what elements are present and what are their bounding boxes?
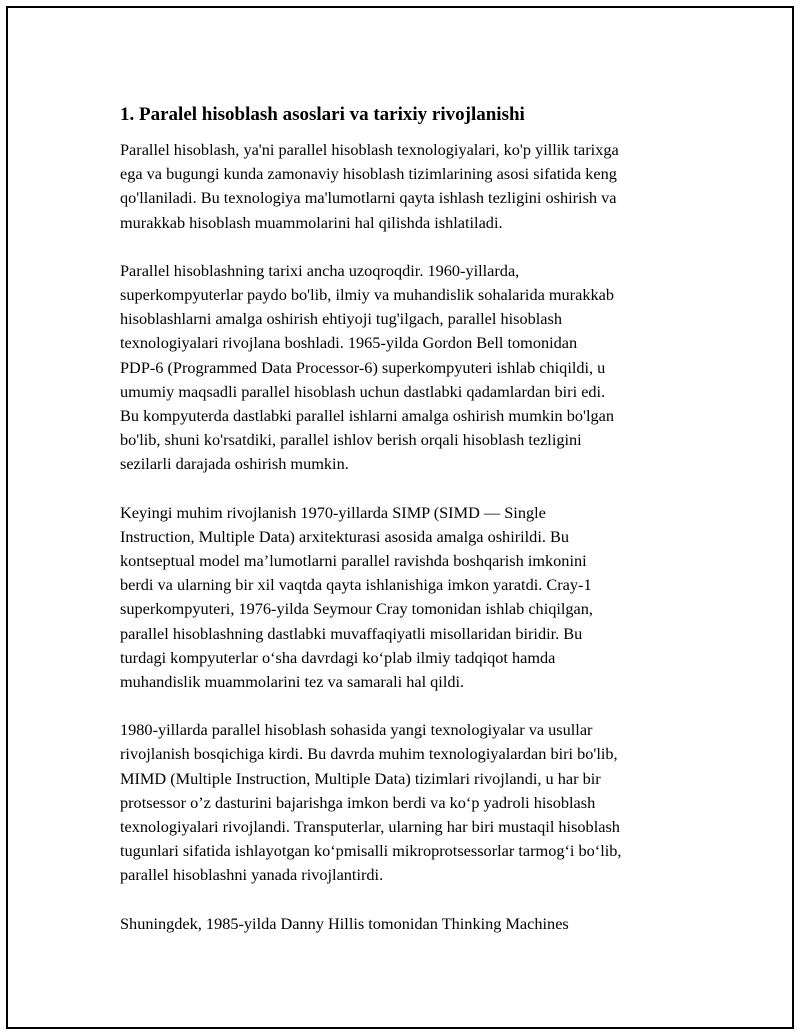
paragraph-5: Shuningdek, 1985-yilda Danny Hillis tomonidan Thinking Machines xyxy=(120,913,569,933)
paragraph-2: Parallel hisoblashning tarixi ancha uzoqroqdir. 1960-yillarda, superkompyuterlar paydo bo'lib, ilmiy va muhandislik sohalarida murakkab hisoblashlarni amalga oshirish ehtiyoji tug'ilgach, parallel hisoblash texnologiyalari rivojlana boshladi. 1965-yilda Gordon Bell tomonidan PDP-6 (Programmed Data Processor-6) superkompyuteri ishlab chiqildi, u umumiy maqsadli parallel hisoblash uchun dastlabki qadamlardan biri edi. Bu kompyuterda dastlabki parallel ishlarni amalga oshirish mumkin bo'lgan bo'lib, shuni ko'rsatdiki, parallel ishlov berish orqali hisoblash tezligini sezilarli darajada oshirish mumkin. xyxy=(120,260,614,474)
document-body xyxy=(120,103,695,960)
paragraph-3: Keyingi muhim rivojlanish 1970-yillarda SIMP (SIMD — Single Instruction, Multiple Data) arxitekturasi asosida amalga oshirildi. Bu kontseptual model ma’lumotlarni parallel ravishda boshqarish imkonini berdi va ularning bir xil vaqtda qayta ishlanishiga imkon yaratdi. Cray-1 superkompyuteri, 1976-yilda Seymour Cray tomonidan ishlab chiqilgan, parallel hisoblashning dastlabki muvaffaqiyatli misollaridan biridir. Bu turdagi kompyuterlar o‘sha davrdagi ko‘plab ilmiy tadqiqot hamda muhandislik muammolarini tez va samarali hal qildi. xyxy=(120,502,593,692)
section-heading: 1. Paralel hisoblash asoslari va tarixiy rivojlanishi xyxy=(120,104,525,125)
paragraph-1: Parallel hisoblash, ya'ni parallel hisoblash texnologiyalari, ko'p yillik tarixga ega va bugungi kunda zamonaviy hisoblash tizimlarining asosi sifatida keng qo'llaniladi. Bu texnologiya ma'lumotlarni qayta ishlash tezligini oshirish va murakkab hisoblash muammolarini hal qilishda ishlatiladi. xyxy=(120,140,619,232)
document-page xyxy=(6,6,794,1029)
paragraph-4: 1980-yillarda parallel hisoblash sohasida yangi texnologiyalar va usullar rivojlanish bosqichiga kirdi. Bu davrda muhim texnologiyalardan biri bo'lib, MIMD (Multiple Instruction, Multiple Data) tizimlari rivojlandi, u har bir protsessor o’z dasturini bajarishga imkon berdi va ko‘p yadroli hisoblash texnologiyalari rivojlandi. Transputerlar, ularning har biri mustaqil hisoblash tugunlari sifatida ishlayotgan ko‘pmisalli mikroprotsessorlar tarmog‘i bo‘lib, parallel hisoblashni yanada rivojlantirdi. xyxy=(120,720,622,885)
